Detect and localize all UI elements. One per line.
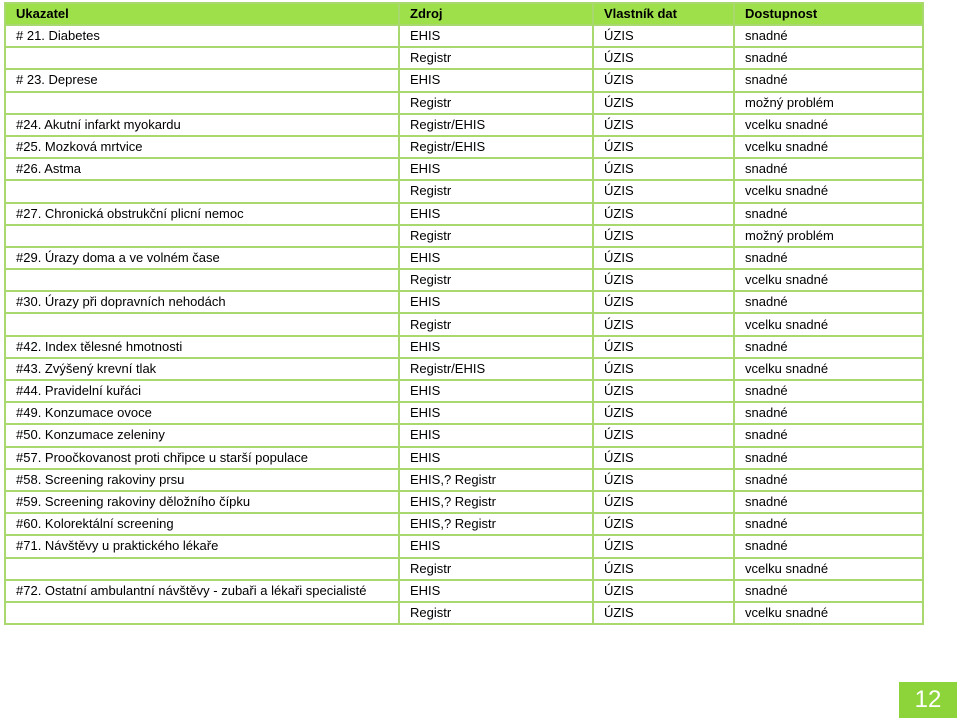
cell-zdroj: EHIS: [399, 447, 593, 469]
cell-dostupnost: snadné: [734, 447, 923, 469]
cell-dostupnost: snadné: [734, 402, 923, 424]
table-row: [5, 580, 923, 602]
cell-dostupnost: vcelku snadné: [734, 358, 923, 380]
table-row: [5, 47, 923, 69]
table-row: [5, 602, 923, 624]
cell-dostupnost: snadné: [734, 25, 923, 47]
cell-dostupnost: snadné: [734, 158, 923, 180]
cell-dostupnost: snadné: [734, 47, 923, 69]
cell-ukazatel: [5, 180, 399, 202]
table-body: [5, 25, 923, 624]
cell-zdroj: Registr/EHIS: [399, 114, 593, 136]
cell-vlastnik-dat: ÚZIS: [593, 47, 734, 69]
cell-dostupnost: snadné: [734, 291, 923, 313]
table-row: [5, 313, 923, 335]
cell-vlastnik-dat: ÚZIS: [593, 247, 734, 269]
cell-zdroj: EHIS: [399, 69, 593, 91]
table-row: [5, 225, 923, 247]
header-zdroj: Zdroj: [399, 3, 593, 25]
table-row: [5, 291, 923, 313]
cell-ukazatel: #57. Proočkovanost proti chřipce u starší populace: [5, 447, 399, 469]
cell-dostupnost: snadné: [734, 491, 923, 513]
table-row: [5, 558, 923, 580]
cell-dostupnost: snadné: [734, 469, 923, 491]
table-row: [5, 535, 923, 557]
cell-zdroj: EHIS: [399, 380, 593, 402]
cell-ukazatel: #59. Screening rakoviny děložního čípku: [5, 491, 399, 513]
table-header-row: [5, 3, 923, 25]
table-row: [5, 203, 923, 225]
cell-ukazatel: [5, 225, 399, 247]
cell-zdroj: EHIS,? Registr: [399, 491, 593, 513]
cell-ukazatel: [5, 602, 399, 624]
cell-zdroj: EHIS: [399, 424, 593, 446]
table-row: [5, 69, 923, 91]
cell-ukazatel: [5, 558, 399, 580]
cell-vlastnik-dat: ÚZIS: [593, 558, 734, 580]
table-row: [5, 158, 923, 180]
cell-zdroj: EHIS: [399, 580, 593, 602]
cell-vlastnik-dat: ÚZIS: [593, 136, 734, 158]
cell-dostupnost: snadné: [734, 247, 923, 269]
cell-ukazatel: #24. Akutní infarkt myokardu: [5, 114, 399, 136]
cell-ukazatel: #42. Index tělesné hmotnosti: [5, 336, 399, 358]
cell-dostupnost: snadné: [734, 69, 923, 91]
cell-ukazatel: #72. Ostatní ambulantní návštěvy - zubaři a lékaři specialisté: [5, 580, 399, 602]
cell-dostupnost: vcelku snadné: [734, 313, 923, 335]
cell-vlastnik-dat: ÚZIS: [593, 203, 734, 225]
cell-zdroj: EHIS: [399, 535, 593, 557]
cell-ukazatel: #26. Astma: [5, 158, 399, 180]
table-row: [5, 513, 923, 535]
cell-zdroj: Registr/EHIS: [399, 358, 593, 380]
table-row: [5, 336, 923, 358]
table-row: [5, 402, 923, 424]
table-row: [5, 469, 923, 491]
cell-ukazatel: #71. Návštěvy u praktického lékaře: [5, 535, 399, 557]
cell-ukazatel: #29. Úrazy doma a ve volném čase: [5, 247, 399, 269]
cell-dostupnost: vcelku snadné: [734, 558, 923, 580]
cell-dostupnost: vcelku snadné: [734, 602, 923, 624]
cell-zdroj: Registr: [399, 180, 593, 202]
cell-zdroj: EHIS,? Registr: [399, 513, 593, 535]
cell-dostupnost: snadné: [734, 580, 923, 602]
cell-ukazatel: #49. Konzumace ovoce: [5, 402, 399, 424]
cell-dostupnost: snadné: [734, 203, 923, 225]
cell-ukazatel: #60. Kolorektální screening: [5, 513, 399, 535]
cell-ukazatel: #25. Mozková mrtvice: [5, 136, 399, 158]
cell-zdroj: EHIS: [399, 247, 593, 269]
cell-zdroj: EHIS: [399, 291, 593, 313]
cell-vlastnik-dat: ÚZIS: [593, 491, 734, 513]
cell-vlastnik-dat: ÚZIS: [593, 25, 734, 47]
cell-ukazatel: [5, 313, 399, 335]
table-row: [5, 92, 923, 114]
cell-vlastnik-dat: ÚZIS: [593, 580, 734, 602]
cell-ukazatel: [5, 269, 399, 291]
page-number-badge: 12: [899, 682, 957, 718]
cell-ukazatel: [5, 47, 399, 69]
cell-ukazatel: #50. Konzumace zeleniny: [5, 424, 399, 446]
cell-zdroj: Registr: [399, 47, 593, 69]
cell-zdroj: Registr: [399, 558, 593, 580]
cell-zdroj: Registr/EHIS: [399, 136, 593, 158]
table-row: [5, 424, 923, 446]
cell-vlastnik-dat: ÚZIS: [593, 180, 734, 202]
cell-zdroj: EHIS,? Registr: [399, 469, 593, 491]
cell-vlastnik-dat: ÚZIS: [593, 469, 734, 491]
cell-ukazatel: #27. Chronická obstrukční plicní nemoc: [5, 203, 399, 225]
cell-vlastnik-dat: ÚZIS: [593, 313, 734, 335]
cell-zdroj: EHIS: [399, 25, 593, 47]
cell-vlastnik-dat: ÚZIS: [593, 114, 734, 136]
cell-vlastnik-dat: ÚZIS: [593, 291, 734, 313]
cell-dostupnost: vcelku snadné: [734, 114, 923, 136]
header-vlastnik-dat: Vlastník dat: [593, 3, 734, 25]
cell-ukazatel: #43. Zvýšený krevní tlak: [5, 358, 399, 380]
cell-dostupnost: snadné: [734, 336, 923, 358]
cell-ukazatel: #44. Pravidelní kuřáci: [5, 380, 399, 402]
table-row: [5, 447, 923, 469]
cell-zdroj: Registr: [399, 269, 593, 291]
cell-zdroj: Registr: [399, 92, 593, 114]
header-dostupnost: Dostupnost: [734, 3, 923, 25]
cell-dostupnost: možný problém: [734, 225, 923, 247]
table-row: [5, 25, 923, 47]
cell-vlastnik-dat: ÚZIS: [593, 358, 734, 380]
table-row: [5, 491, 923, 513]
cell-ukazatel: # 21. Diabetes: [5, 25, 399, 47]
cell-zdroj: Registr: [399, 602, 593, 624]
cell-vlastnik-dat: ÚZIS: [593, 424, 734, 446]
table-row: [5, 136, 923, 158]
table-row: [5, 114, 923, 136]
cell-vlastnik-dat: ÚZIS: [593, 602, 734, 624]
indicator-table: [4, 2, 924, 625]
cell-vlastnik-dat: ÚZIS: [593, 402, 734, 424]
cell-dostupnost: snadné: [734, 535, 923, 557]
cell-vlastnik-dat: ÚZIS: [593, 225, 734, 247]
cell-ukazatel: # 23. Deprese: [5, 69, 399, 91]
cell-vlastnik-dat: ÚZIS: [593, 336, 734, 358]
table-row: [5, 269, 923, 291]
cell-dostupnost: možný problém: [734, 92, 923, 114]
cell-vlastnik-dat: ÚZIS: [593, 380, 734, 402]
cell-vlastnik-dat: ÚZIS: [593, 269, 734, 291]
table-row: [5, 247, 923, 269]
cell-dostupnost: vcelku snadné: [734, 136, 923, 158]
cell-vlastnik-dat: ÚZIS: [593, 535, 734, 557]
cell-ukazatel: [5, 92, 399, 114]
cell-zdroj: EHIS: [399, 203, 593, 225]
cell-zdroj: EHIS: [399, 158, 593, 180]
cell-dostupnost: snadné: [734, 424, 923, 446]
cell-dostupnost: snadné: [734, 380, 923, 402]
table-row: [5, 180, 923, 202]
cell-vlastnik-dat: ÚZIS: [593, 513, 734, 535]
cell-zdroj: EHIS: [399, 336, 593, 358]
table-row: [5, 358, 923, 380]
cell-vlastnik-dat: ÚZIS: [593, 69, 734, 91]
cell-vlastnik-dat: ÚZIS: [593, 92, 734, 114]
cell-ukazatel: #30. Úrazy při dopravních nehodách: [5, 291, 399, 313]
cell-zdroj: Registr: [399, 225, 593, 247]
table-row: [5, 380, 923, 402]
cell-vlastnik-dat: ÚZIS: [593, 158, 734, 180]
cell-vlastnik-dat: ÚZIS: [593, 447, 734, 469]
cell-dostupnost: vcelku snadné: [734, 269, 923, 291]
cell-zdroj: EHIS: [399, 402, 593, 424]
cell-dostupnost: vcelku snadné: [734, 180, 923, 202]
cell-zdroj: Registr: [399, 313, 593, 335]
header-ukazatel: Ukazatel: [5, 3, 399, 25]
cell-dostupnost: snadné: [734, 513, 923, 535]
cell-ukazatel: #58. Screening rakoviny prsu: [5, 469, 399, 491]
